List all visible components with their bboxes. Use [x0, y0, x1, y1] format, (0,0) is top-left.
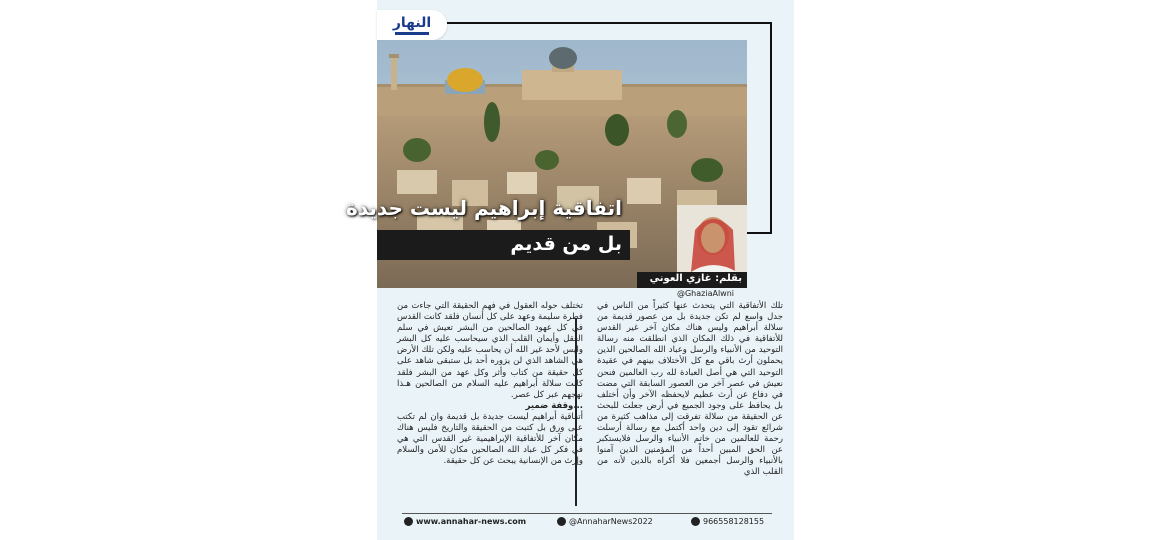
article-paragraph: تلك الأتفاقية التي يتحدث عنها كثيراً من الناس في جدل واسع لم تكن جديدة بل من عصور قديمة من سلالة أبراهيم وليس هناك مكان آخر غير القدس للأتفاقية في ذلك المكان الذي انطلقت منه رسالة التوحيد من الأنبياء والرسل وعباد الله الصالحين الذين يحملون أرث باقي مع كل الأختلاف بينهم في عقيدة التوحيد التي هي أصل العبادة لله رب العالمين فنحن نعيش في عصر آخر من العصور السابقة التي مضت في دفاع عن أرث عظيم لايحفظه الآخر وأن أختلف بل يحافظ على وجود الجميع في أرض جعلت للبحث عن الحقيقة من سلالة تفرقت إلى مذاهب كثيرة من شرائع تقود إلى دين واحد أكتمل مع رسالة أرسلت رحمة للعالمين من خاتم الأنبياء والرسل فلايستكبر عن الحق المبين أحداً من المؤمنين الذين آمنوا بالأنبياء والرسل أجمعين فلا أكراه بالدين لأنه من القلب الذي	[597, 301, 783, 478]
footer-whatsapp[interactable]	[691, 517, 764, 526]
x-icon	[557, 517, 566, 526]
whatsapp-icon	[691, 517, 700, 526]
byline-handle[interactable]: @GhaziaAlwni	[676, 289, 734, 298]
website-link[interactable]: www.annahar-news.com	[416, 517, 527, 526]
newspaper-logo[interactable]	[377, 10, 447, 40]
footer-divider	[402, 513, 772, 514]
frame-line-top	[447, 22, 772, 24]
frame-line-bottom	[747, 232, 772, 234]
article-subhead: ...وقفة ضمير	[525, 400, 583, 411]
headline-line-1: اتفاقية إبراهيم ليست جديدة	[346, 196, 622, 220]
headline-line-2: بل من قديم	[510, 233, 622, 255]
article-paragraph: تختلف حوله العقول في فهم الحقيقة التي جاءت من فطرة سليمة وعهد على كل أنسان فلقد كانت القدس في كل عهود الصالحين من البشر تعيش في سلم العقل وأيمان القلب الذي سيحاسب عليه كل البشر وليس لأحد غير الله أن يحاسب عليه ولكن تلك الأرض هي الشاهد الذي لن يزوره أحد بل ستبقى شاهد على كل حقيقة من كتاب وأثر وكل عهد من البشر فلقد كانت سلالة أبراهيم عليه السلام من الصالحين هـذا نهجهم عبر كل عصر.	[397, 301, 583, 400]
article-column-right	[597, 301, 783, 479]
globe-icon	[404, 517, 413, 526]
byline-author: بقلم: غازي العوني	[649, 273, 742, 284]
logo-underline	[395, 32, 429, 35]
frame-line-right	[770, 22, 772, 234]
logo-text: النهار	[392, 14, 432, 31]
article-column-left	[397, 301, 583, 467]
newspaper-page	[346, 0, 794, 540]
twitter-handle[interactable]: @AnnaharNews2022	[569, 517, 653, 526]
whatsapp-number[interactable]: 966558128155	[703, 517, 765, 526]
article-paragraph: أتفاقية أبراهيم ليست جديدة بل قديمة وان لم تكتب على ورق بل كتبت من الحقيقة والتاريخ فليس هناك مكان آخر للأتفاقية الإبراهيمية غير القدس التي هي في فكر كل عباد الله الصالحين مكان للأمن والسلام وإرث من الإنسانية يبحث عن كل حقيقة.	[397, 411, 583, 467]
footer-twitter[interactable]	[557, 517, 653, 526]
footer-website[interactable]	[404, 517, 526, 526]
